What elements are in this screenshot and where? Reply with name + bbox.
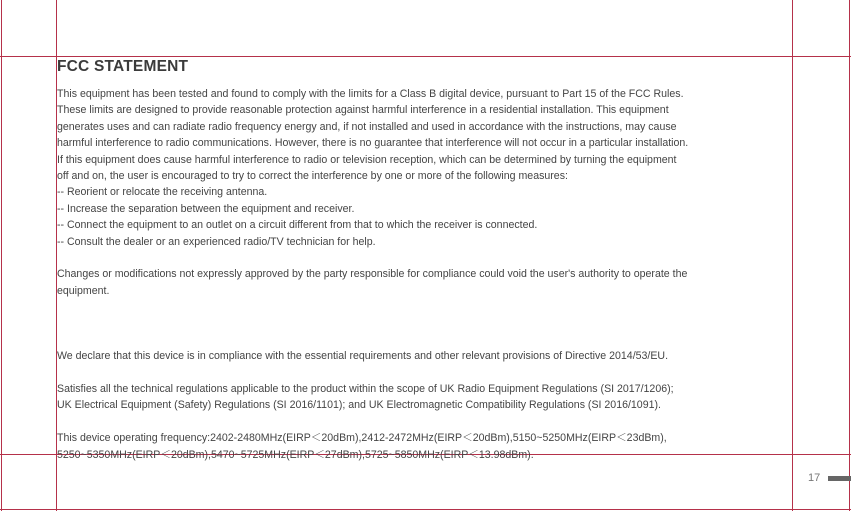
measure-item: -- Increase the separation between the equipment and receiver.	[57, 202, 355, 215]
guide-line-left	[1, 0, 2, 511]
uk-line: UK Electrical Equipment (Safety) Regulations (SI 2016/1101); and UK Electromagnetic Compatibility Regulations (SI 2016/1091).	[57, 399, 661, 412]
frequency-line: This device operating frequency:2402-2480MHz(EIRP＜20dBm),2412-2472MHz(EIRP＜20dBm),5150~5250MHz(EIRP＜23dBm),	[57, 432, 667, 445]
frequency-paragraph	[57, 430, 789, 463]
guide-line-bottom	[0, 509, 851, 510]
changes-line: equipment.	[57, 284, 110, 297]
page-content	[57, 58, 789, 463]
fcc-line: off and on, the user is encouraged to try to correct the interference by one or more of the following measures:	[57, 170, 568, 183]
measures-list	[57, 184, 789, 250]
measure-item: -- Reorient or relocate the receiving antenna.	[57, 186, 268, 199]
changes-line: Changes or modifications not expressly approved by the party responsible for compliance could void the user's authority to operate the	[57, 268, 688, 281]
declaration-line: We declare that this device is in compliance with the essential requirements and other relevant provisions of Directive 2014/53/EU.	[57, 350, 669, 363]
guide-line-margin-top	[0, 56, 851, 57]
fcc-line: These limits are designed to provide reasonable protection against harmful interference in a residential installation. This equipment	[57, 104, 669, 117]
declaration-paragraph	[57, 348, 789, 364]
uk-line: Satisfies all the technical regulations applicable to the product within the scope of UK Radio Equipment Regulations (SI 2017/1206);	[57, 383, 674, 396]
measure-item: -- Connect the equipment to an outlet on a circuit different from that to which the receiver is connected.	[57, 219, 538, 232]
fcc-paragraph	[57, 86, 789, 184]
page-title: FCC STATEMENT	[57, 58, 189, 75]
fcc-line: If this equipment does cause harmful interference to radio or television reception, which can be determined by turning the equipment	[57, 153, 677, 166]
guide-line-margin-right	[792, 0, 793, 511]
changes-paragraph	[57, 266, 789, 299]
fcc-line: generates uses and can radiate radio frequency energy and, if not installed and used in accordance with the instructions, may cause	[57, 120, 677, 133]
uk-regulations-paragraph	[57, 381, 789, 414]
page-number: 17	[808, 472, 821, 484]
fcc-line: This equipment has been tested and found to comply with the limits for a Class B digital device, pursuant to Part 15 of the FCC Rules.	[57, 88, 684, 100]
measure-item: -- Consult the dealer or an experienced radio/TV technician for help.	[57, 235, 376, 248]
fcc-line: harmful interference to radio communications. However, there is no guarantee that interference will not occur in a particular installation.	[57, 137, 689, 150]
frequency-line: 5250~5350MHz(EIRP＜20dBm),5470~5725MHz(EIRP＜27dBm),5725~5850MHz(EIRP＜13.98dBm).	[57, 448, 534, 461]
page-marker-bar	[828, 476, 851, 481]
guide-line-right	[849, 0, 850, 511]
